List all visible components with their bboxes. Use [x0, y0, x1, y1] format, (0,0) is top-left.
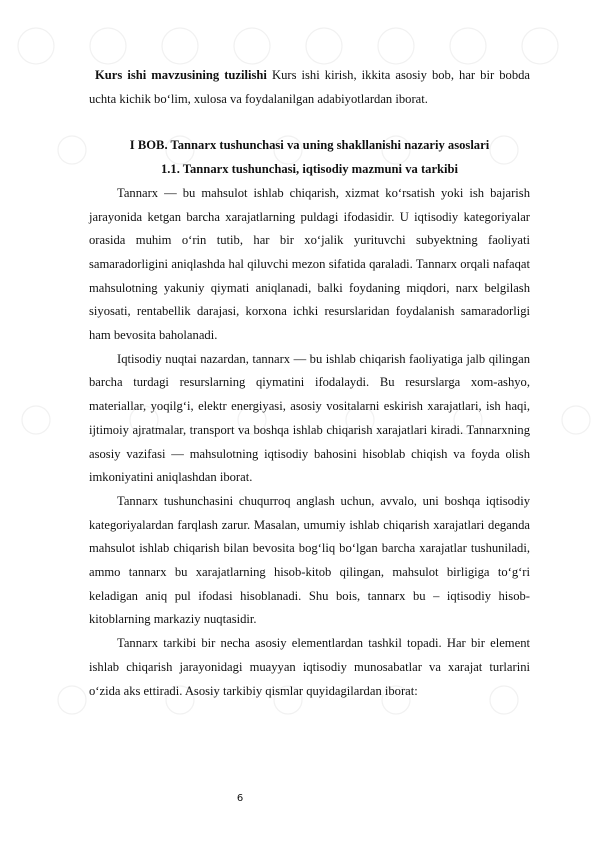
intro-text: Kurs ishi kirish, ikkita asosiy bob, har bir bobda uchta kichik bo‘lim, xulosa va foydalanilgan adabiyotlardan iborat. [89, 68, 530, 106]
intro-paragraph [89, 64, 530, 111]
page-number: 6 [236, 793, 244, 804]
section-title: 1.1. Tannarx tushunchasi, iqtisodiy mazmuni va tarkibi [160, 162, 459, 177]
body-paragraph-2: Iqtisodiy nuqtai nazardan, tannarx — bu ishlab chiqarish faoliyatiga jalb qilingan barcha turdagi resurslarning qiymatini ifodalaydi. Bu resurslarga xom-ashyo, materiallar, yoqilg‘i, elektr energiyasi, asosiy vositalarni eskirish xarajatlari, ish haqi, ijtimoiy ajratmalar, transport va boshqa ishlab chiqarish xarajatlari kiradi. Tannarxning asosiy vazifasi — mahsulotning iqtisodiy bahosini hisoblab chiqish va foyda olish imkoniyatini aniqlashdan iborat. [89, 351, 530, 485]
intro-bold-lead: Kurs ishi mavzusining tuzilishi [95, 68, 267, 82]
chapter-title: I BOB. Tannarx tushunchasi va uning shakllanishi nazariy asoslari [129, 138, 490, 153]
body-paragraph-4: Tannarx tarkibi bir necha asosiy elementlardan tashkil topadi. Har bir element ishlab chiqarish jarayonidagi muayyan iqtisodiy munosabatlar va xarajat turlarini o‘zida aks ettiradi. Asosiy tarkibiy qismlar quyidagilardan iborat: [89, 636, 530, 698]
body-paragraph-1: Tannarx — bu mahsulot ishlab chiqarish, xizmat ko‘rsatish yoki ish bajarish jarayonida ketgan barcha xarajatlarning puldagi ifodasidir. U iqtisodiy kategoriyalar orasida muhim o‘rin tutib, har bir xo‘jalik yurituvchi subyektning faoliyati samaradorligini aniqlashda hal qiluvchi mezon sifatida qaraladi. Tannarx orqali nafaqat mahsulotning yakuniy qiymati aniqlanadi, balki foydaning miqdori, narx belgilash siyosati, rentabellik darajasi, korxona ichki resurslaridan foydalanish samaradorligi ham bevosita baholanadi. [89, 185, 530, 343]
document-page [89, 64, 530, 703]
watermark-row-1 [18, 28, 558, 64]
body-paragraph-3: Tannarx tushunchasini chuqurroq anglash uchun, avvalo, uni boshqa iqtisodiy kategoriyalardan farqlash zarur. Masalan, umumiy ishlab chiqarish xarajatlari deganda mahsulot ishlab chiqarish bilan bevosita bog‘liq bo‘lgan barcha xarajatlar tushuniladi, ammo tannarx bu xarajatlarning hisob-kitob qilingan, mahsulot birligiga to‘g‘ri keladigan aniq pul ifodasi hisoblanadi. Shu bois, tannarx bu – iqtisodiy hisob-kitoblarning markaziy nuqtasidir. [89, 493, 530, 627]
